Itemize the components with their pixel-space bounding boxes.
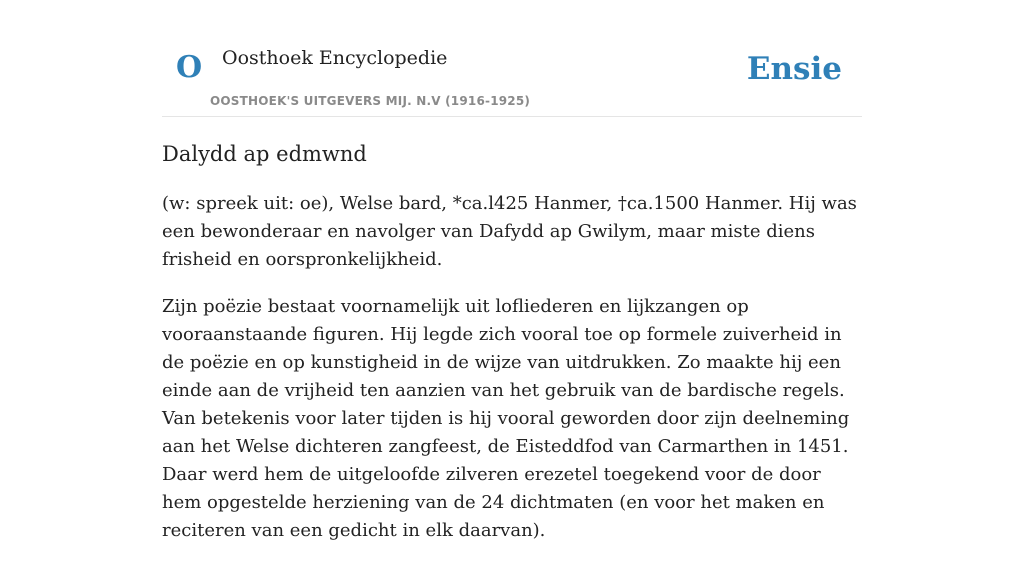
brand-link[interactable]: Ensie xyxy=(746,51,842,87)
entry-content xyxy=(162,138,862,564)
entry-paragraph: Zijn poëzie bestaat voornamelijk uit lofliederen en lijkzangen op vooraanstaande figuren. Hij legde zich vooral toe op formele zuiverheid in de poëzie en op kunstigheid in de wijze van uitdrukken. Zo maakte hij een einde aan de vrijheid ten aanzien van het gebruik van de bardische regels. Van betekenis voor later tijden is hij vooral geworden door zijn deelneming aan het Welse dichteren zangfeest, de Eisteddfod van Carmarthen in 1451. Daar werd hem de uitgeloofde zilveren erezetel toegekend voor de door hem opgestelde herziening van de 24 dichtmaten (en voor het maken en reciteren van een gedicht in elk daarvan). xyxy=(162,296,850,541)
site-logo[interactable]: O xyxy=(176,50,203,85)
site-title[interactable]: Oosthoek Encyclopedie xyxy=(222,47,448,69)
entry-paragraph: (w: spreek uit: oe), Welse bard, *ca.l425 Hanmer, †ca.1500 Hanmer. Hij was een bewonderaar en navolger van Dafydd ap Gwilym, maar miste diens frisheid en oorspronkelijkheid. xyxy=(162,193,857,270)
site-header xyxy=(162,0,862,117)
entry-title: Dalydd ap edmwnd xyxy=(162,142,367,166)
publisher-subtitle: OOSTHOEK'S UITGEVERS MIJ. N.V (1916-1925) xyxy=(210,94,531,108)
